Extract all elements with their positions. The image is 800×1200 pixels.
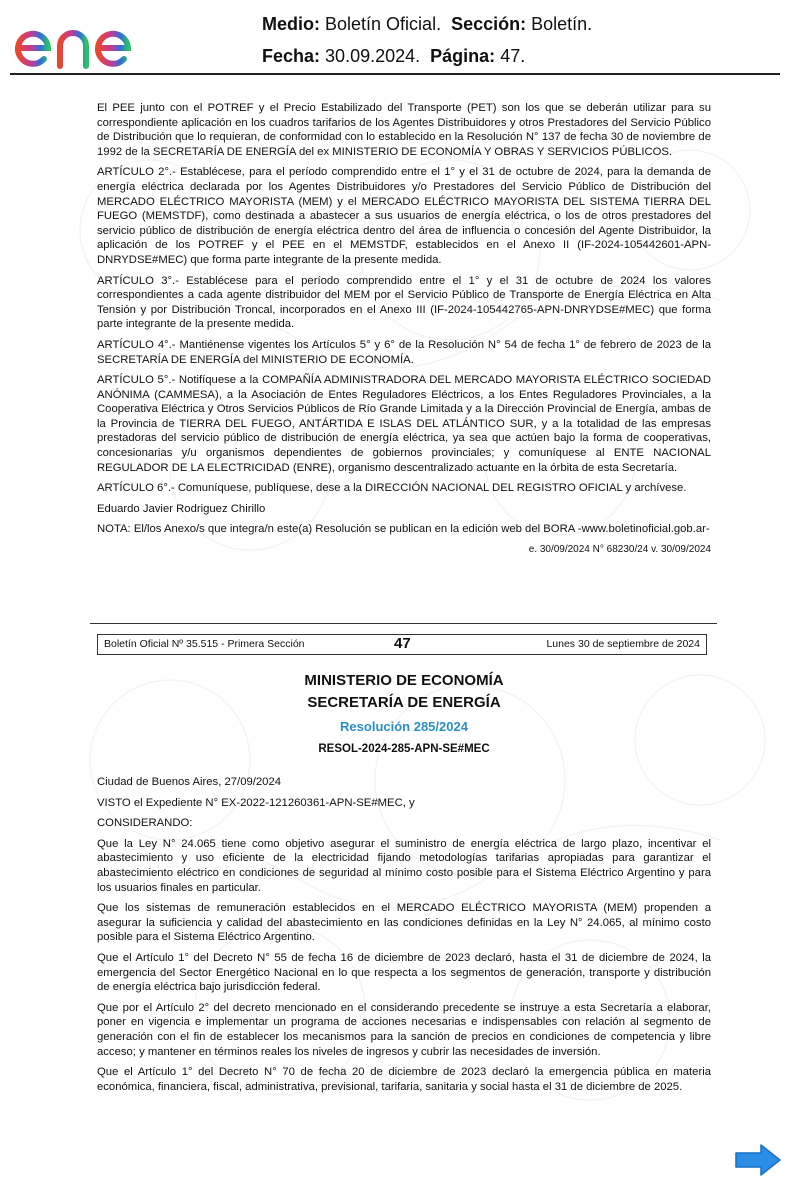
paragraph: Que por el Artículo 2° del decreto mencionado en el considerando precedente se instruye a esta Secretaría a elaborar, poner en vigencia e implementar un programa de acciones necesarias e indispensables con relación al segmento de generación con el fin de establecer los mecanismos para la sanción de precios en condiciones de competencia y libre acceso; y mantener en términos reales los niveles de ingresos y cubrir las necesidades de inversión.	[97, 1001, 711, 1058]
publication-reference: e. 30/09/2024 N° 68230/24 v. 30/09/2024	[528, 544, 711, 556]
pagina-value: 47.	[500, 46, 526, 66]
paragraph: VISTO el Expediente N° EX-2022-121260361-APN-SE#MEC, y	[97, 796, 415, 809]
bora-date: Lunes 30 de septiembre de 2024	[546, 638, 700, 650]
fecha-value: 30.09.2024.	[325, 46, 421, 66]
paragraph: ARTÍCULO 5°.- Notifíquese a la COMPAÑÍA ADMINISTRADORA DEL MERCADO MAYORISTA ELÉCTRICO SOCIEDAD ANÓNIMA (CAMMESA), a la Asociación de Entes Reguladores Eléctricos, a los Entes Reguladores Provinciales, a la Cooperativa Eléctrica y Otros Servicios Públicos de Río Grande Limitada y a la Dirección Provincial de Energía, ambas de la Provincia de TIERRA DEL FUEGO, ANTÁRTIDA E ISLAS DEL ATLÁNTICO SUR, y a la totalidad de las empresas prestadoras del servicio público de distribución de energía eléctrica, ya sea que actúen bajo la forma de cooperativas, concesionarias y/u organismos dependientes de gobiernos provinciales; y comuníquese al ENTE NACIONAL REGULADOR DE LA ELECTRICIDAD (ENRE), organismo descentralizado actuante en la órbita de esta Secretaría.	[97, 374, 711, 474]
page-divider	[90, 623, 717, 624]
header-divider	[10, 73, 780, 75]
paragraph: Que los sistemas de remuneración establecidos en el MERCADO ELÉCTRICO MAYORISTA (MEM) propenden a asegurar la suficiencia y calidad del abastecimiento en las condiciones definidas en la Ley N° 24.065, al mínimo costo posible para el Sistema Eléctrico Argentino.	[97, 902, 711, 944]
medio-value: Boletín Oficial.	[325, 14, 442, 34]
seccion-label: Sección:	[451, 14, 527, 34]
paragraph: Ciudad de Buenos Aires, 27/09/2024	[97, 776, 282, 788]
previous-resolution-text	[97, 101, 711, 558]
bora-page-header	[97, 634, 707, 655]
resolution-code: RESOL-2024-285-APN-SE#MEC	[318, 743, 490, 755]
fecha-label: Fecha:	[262, 46, 321, 66]
clipping-meta	[262, 8, 592, 72]
secretariat-title: SECRETARÍA DE ENERGÍA	[307, 694, 501, 711]
clipping-header	[0, 0, 800, 76]
paragraph: ARTÍCULO 3°.- Establécese para el período comprendido entre el 1° y el 31 de octubre de 2024 los valores correspondientes a cada agente distribuidor del MEM por el Servicio Público de Transporte de Energía Eléctrica en Alta Tensión y por Distribución Troncal, incorporados en el Anexo III (IF-2024-105442765-APN-DNRYDSE#MEC) que forma parte integrante de la presente medida.	[97, 274, 711, 331]
paragraph: Que la Ley N° 24.065 tiene como objetivo asegurar el suministro de energía eléctrica de largo plazo, incentivar el abastecimiento y uso eficiente de la electricidad fijando metodologías tarifarias apropiadas para garantizar el abastecimiento eléctrico en condiciones de seguridad al mínimo costo posible para el Sistema Eléctrico Argentino y para los usuarios finales en particular.	[97, 837, 711, 894]
seccion-value: Boletín.	[531, 14, 593, 34]
bora-page-number: 47	[394, 635, 411, 652]
arrow-right-icon[interactable]	[733, 1143, 783, 1177]
signatory: Eduardo Javier Rodriguez Chirillo	[97, 502, 266, 515]
paragraph: Que el Artículo 1° del Decreto N° 70 de fecha 20 de diciembre de 2023 declaró la emergencia pública en materia económica, financiera, fiscal, administrativa, previsional, tarifaria, sanitaria y social hasta el 31 de diciembre de 2025.	[97, 1066, 711, 1093]
paragraph: CONSIDERANDO:	[97, 817, 193, 830]
paragraph: ARTÍCULO 2°.- Establécese, para el período comprendido entre el 1° y el 31 de octubre de 2024, para la demanda de energía eléctrica declarada por los Agentes Distribuidores y/o Prestadores del Servicio Público de Distribución del MERCADO ELÉCTRICO MAYORISTA (MEM) y el MERCADO ELÉCTRICO MAYORISTA DEL SISTEMA TIERRA DEL FUEGO (MEMSTDF), como destinada a abastecer a sus usuarios de energía eléctrica, o los de otros prestadores del servicio público de distribución de energía eléctrica dentro del área de influencia o concesión del Agente Distribuidor, la aplicación de los POTREF y el PEE en el MEMSTDF, establecidos en el Anexo II (IF-2024-105442601-APN-DNRYDSE#MEC) que forma parte integrante de la presente medida.	[97, 166, 711, 266]
paragraph: El PEE junto con el POTREF y el Precio Estabilizado del Transporte (PET) son los que se deberán utilizar para su correspondiente aplicación en los cuadros tarifarios de los Agentes Distribuidores y otros Prestadores del Servicio Público de Distribución que lo requieran, de conformidad con lo establecido en la Resolución N° 137 de fecha 30 de noviembre de 1992 de la SECRETARÍA DE ENERGÍA del ex MINISTERIO DE ECONOMÍA Y OBRAS Y SERVICIOS PÚBLICOS.	[97, 102, 711, 158]
resolution-title-block	[97, 670, 711, 760]
medio-label: Medio:	[262, 14, 320, 34]
bora-edition: Boletín Oficial Nº 35.515 - Primera Sección	[104, 638, 305, 650]
paragraph: ARTÍCULO 4°.- Mantiénense vigentes los Artículos 5° y 6° de la Resolución N° 54 de fecha 1° de febrero de 2023 de la SECRETARÍA DE ENERGÍA del MINISTERIO DE ECONOMÍA.	[97, 338, 711, 366]
nota: NOTA: El/los Anexo/s que integra/n este(a) Resolución se publican en la edición web del BORA -www.boletinoficial.gob.ar-	[97, 523, 710, 536]
resolution-body	[97, 775, 711, 1100]
paragraph: ARTÍCULO 6°.- Comuníquese, publíquese, dese a la DIRECCIÓN NACIONAL DEL REGISTRO OFICIAL y archívese.	[97, 482, 687, 495]
paragraph: Que el Artículo 1° del Decreto N° 55 de fecha 16 de diciembre de 2023 declaró, hasta el 31 de diciembre de 2024, la emergencia del Sector Energético Nacional en lo que respecta a los segmentos de generación, transporte y distribución de energía eléctrica bajo jurisdicción federal.	[97, 951, 711, 994]
resolution-title: Resolución 285/2024	[340, 719, 468, 734]
pagina-label: Página:	[430, 46, 496, 66]
ministry-title: MINISTERIO DE ECONOMÍA	[304, 672, 504, 689]
enel-logo	[14, 8, 189, 70]
